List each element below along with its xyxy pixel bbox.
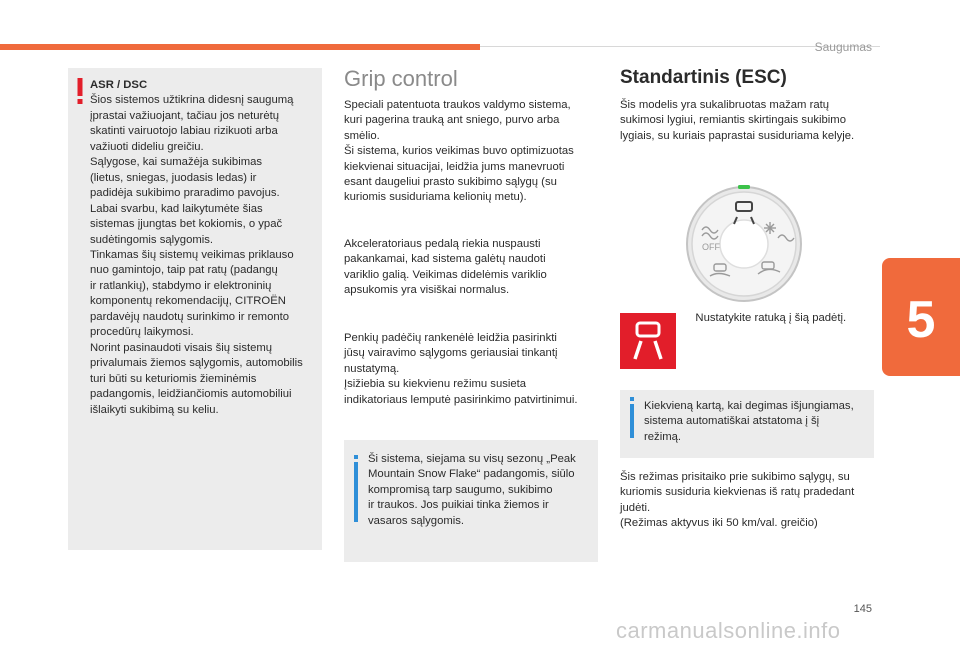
standard-info-text: Kiekvieną kartą, kai degimas išjungiamas, sistema automatiškai atstatoma į šį režimą. (644, 400, 854, 443)
watermark: carmanualsonline.info (616, 618, 841, 643)
warning-heading: ASR / DSC (90, 79, 148, 91)
dial-off-label: OFF (702, 242, 720, 252)
standard-paragraph-2: Šis režimas prisitaiko prie sukibimo sąlygų, su kuriomis susiduria kiekvienas iš ratų pradedant judėti. (Režimas aktyvus iki 50 km/val. greičio) (620, 471, 855, 530)
grip-info-text: Ši sistema, siejama su visų sezonų „Peak Mountain Snow Flake“ padangomis, siūlo kompromisą tarp saugumo, sukibimo ir traukos. Jos puikiai tinka žiemos ir vasaros sąlygomis. (368, 453, 576, 527)
bullet-text: Nustatykite ratuką į šią padėtį. (695, 312, 847, 324)
section-title: Saugumas (814, 40, 872, 54)
exclamation-icon (76, 78, 84, 104)
standard-esc-title: Standartinis (ESC) (620, 67, 787, 88)
grip-paragraph-3: Penkių padėčių rankenėlė leidžia pasirinkti jūsų vairavimo sąlygoms geriausiai tinkantį nustatymą. Įsižiebia su kiekvienu režimu susieta indikatoriaus lemputė pasirinkimo patvirtinimui. (344, 332, 578, 406)
grip-control-title: Grip control (344, 66, 458, 91)
header-accent-bar (0, 44, 480, 50)
info-icon (354, 462, 358, 522)
grip-paragraph-2: Akceleratoriaus pedalą riekia nuspausti pakankamai, kad sistema galėtų naudoti variklio galią. Veikimas didelėmis variklio apsukomis yra visiškai normalus. (344, 238, 547, 297)
standard-paragraph-1: Šis modelis yra sukalibruotas mažam ratų sukimosi lygiui, remiantis skirtingais sukibimo lygiais, su kuriais paprastai susiduriama kelyje. (620, 99, 855, 142)
warning-content (90, 78, 322, 418)
grip-control-dial-icon (684, 184, 804, 304)
chapter-number: 5 (906, 291, 936, 349)
warning-text: Šios sistemos užtikrina didesnį saugumą įprastai važiuojant, tačiau jos neturėtų skatinti vairuotojo labiau rizikuoti arba važiuoti dideliu greičiu. Sąlygose, kai sumažėja sukibimas (lietus, sniegas, juodasis ledas) ir padidėja sukibimo praradimo pavojus. Labai svarbu, kad laikytumėte šias sistemas įjungtas bet kokiomis, o ypač sudėtingomis sąlygomis. Tinkamas šių sistemų veikimas priklauso nuo gamintojo, taip pat ratų (padangų ir ratlankių), stabdymo ir elektroninių komponentų rekomendacijų, CITROËN pardavėjų naudotų surinkimo ir remonto procedūrų laikymosi. Norint pasinaudoti visais šių sistemų privalumais žiemos sąlygomis, automobilis turi būti su keturiomis žieminėmis padangomis, leidžiančiomis automobiliui išlaikyti sukibimą su keliu. (90, 94, 303, 416)
bullet-instruction (686, 312, 846, 324)
page-number: 145 (853, 603, 872, 615)
road-mode-indicator-icon (620, 313, 676, 369)
info-icon (630, 404, 634, 438)
grip-paragraph-1: Speciali patentuota traukos valdymo sistema, kuri pagerina trauką ant sniego, purvo arba smėlio. Ši sistema, kurios veikimas buvo optimizuotas kiekvienai situacijai, leidžia jums manevruoti esant daugeliui prasto sukibimo sąlygų (su kuriomis susiduriama kelionių metu). (344, 99, 574, 204)
indicator-light (738, 185, 750, 189)
chapter-tab (882, 258, 960, 376)
